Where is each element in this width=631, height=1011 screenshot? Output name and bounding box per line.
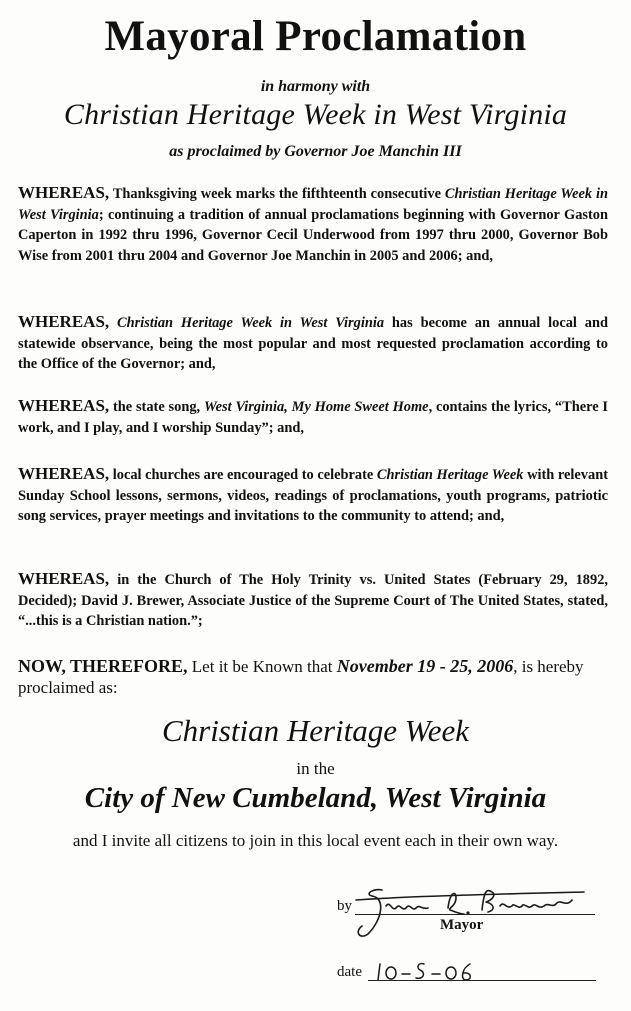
whereas-paragraph-4 (18, 464, 608, 527)
whereas-lead: WHEREAS, (18, 569, 110, 588)
resolution-paragraph (18, 656, 612, 698)
resolution-text: , is hereby proclaimed as: (18, 657, 584, 697)
paragraph-text: in the Church of The Holy Trinity vs. United States (February 29, 1892, Decided); David J. Brewer, Associate Justice of the Supreme Court of The United States, stated, “...this is a Christian nation.”; (18, 572, 608, 629)
whereas-paragraph-3 (18, 396, 608, 438)
event-heading: Christian Heritage Week in West Virginia (63, 98, 568, 131)
page-title: Mayoral Proclamation (104, 13, 527, 60)
declaration-connector: in the (296, 759, 335, 778)
by-label: by (337, 898, 352, 914)
paragraph-emphasis: West Virginia, My Home Sweet Home (203, 399, 429, 415)
resolution-lead: NOW, THEREFORE, (18, 656, 188, 676)
paragraph-emphasis: Christian Heritage Week in West Virginia (18, 186, 608, 223)
date-line (368, 980, 596, 981)
paragraph-text (109, 315, 117, 331)
paragraph-text: the state song, (109, 399, 204, 415)
paragraph-text: ; continuing a tradition of annual proclamations beginning with Governor Gaston Caperton in 1992 thru 1996, Governor Cecil Underwood from 1997 thru 2000, Governor Bob Wise from 2001 thru 2004 and Governor Joe Manchin in 2005 and 2006; and, (18, 206, 608, 264)
resolution-dates: November 19 - 25, 2006 (336, 656, 514, 676)
subtitle: in harmony with (260, 78, 371, 95)
paragraph-text: local churches are encouraged to celebrate (109, 467, 377, 483)
paragraph-text: , contains the lyrics, “There I work, and I play, and I worship Sunday”; and, (18, 399, 608, 436)
whereas-paragraph-5 (18, 569, 608, 632)
whereas-paragraph-1 (18, 183, 608, 266)
signature-line (355, 914, 595, 915)
whereas-lead: WHEREAS, (18, 183, 110, 202)
city-name: City of New Cumbeland, West Virginia (84, 782, 547, 814)
signer-role: Mayor (440, 917, 484, 933)
whereas-lead: WHEREAS, (18, 464, 110, 483)
whereas-lead: WHEREAS, (18, 312, 110, 331)
declared-event: Christian Heritage Week (161, 713, 470, 748)
invitation-text: and I invite all citizens to join in this local event each in their own way. (72, 831, 559, 850)
paragraph-text: has become an annual local and statewide observance, being the most popular and most requested proclamation according to the Office of the Governor; and, (18, 315, 608, 372)
paragraph-text: Thanksgiving week marks the fifthteenth consecutive (109, 186, 445, 202)
paragraph-text: with relevant Sunday School lessons, sermons, videos, readings of proclamations, youth programs, patriotic song services, prayer meetings and invitations to the community to attend; and, (18, 467, 608, 524)
whereas-paragraph-2 (18, 312, 608, 375)
date-label: date (337, 964, 362, 980)
whereas-lead: WHEREAS, (18, 396, 110, 415)
proclaimed-by: as proclaimed by Governor Joe Manchin III (169, 143, 462, 160)
resolution-text: Let it be Known that (187, 657, 337, 676)
paragraph-emphasis: Christian Heritage Week (376, 467, 524, 483)
paragraph-emphasis: Christian Heritage Week in West Virginia (117, 315, 385, 331)
